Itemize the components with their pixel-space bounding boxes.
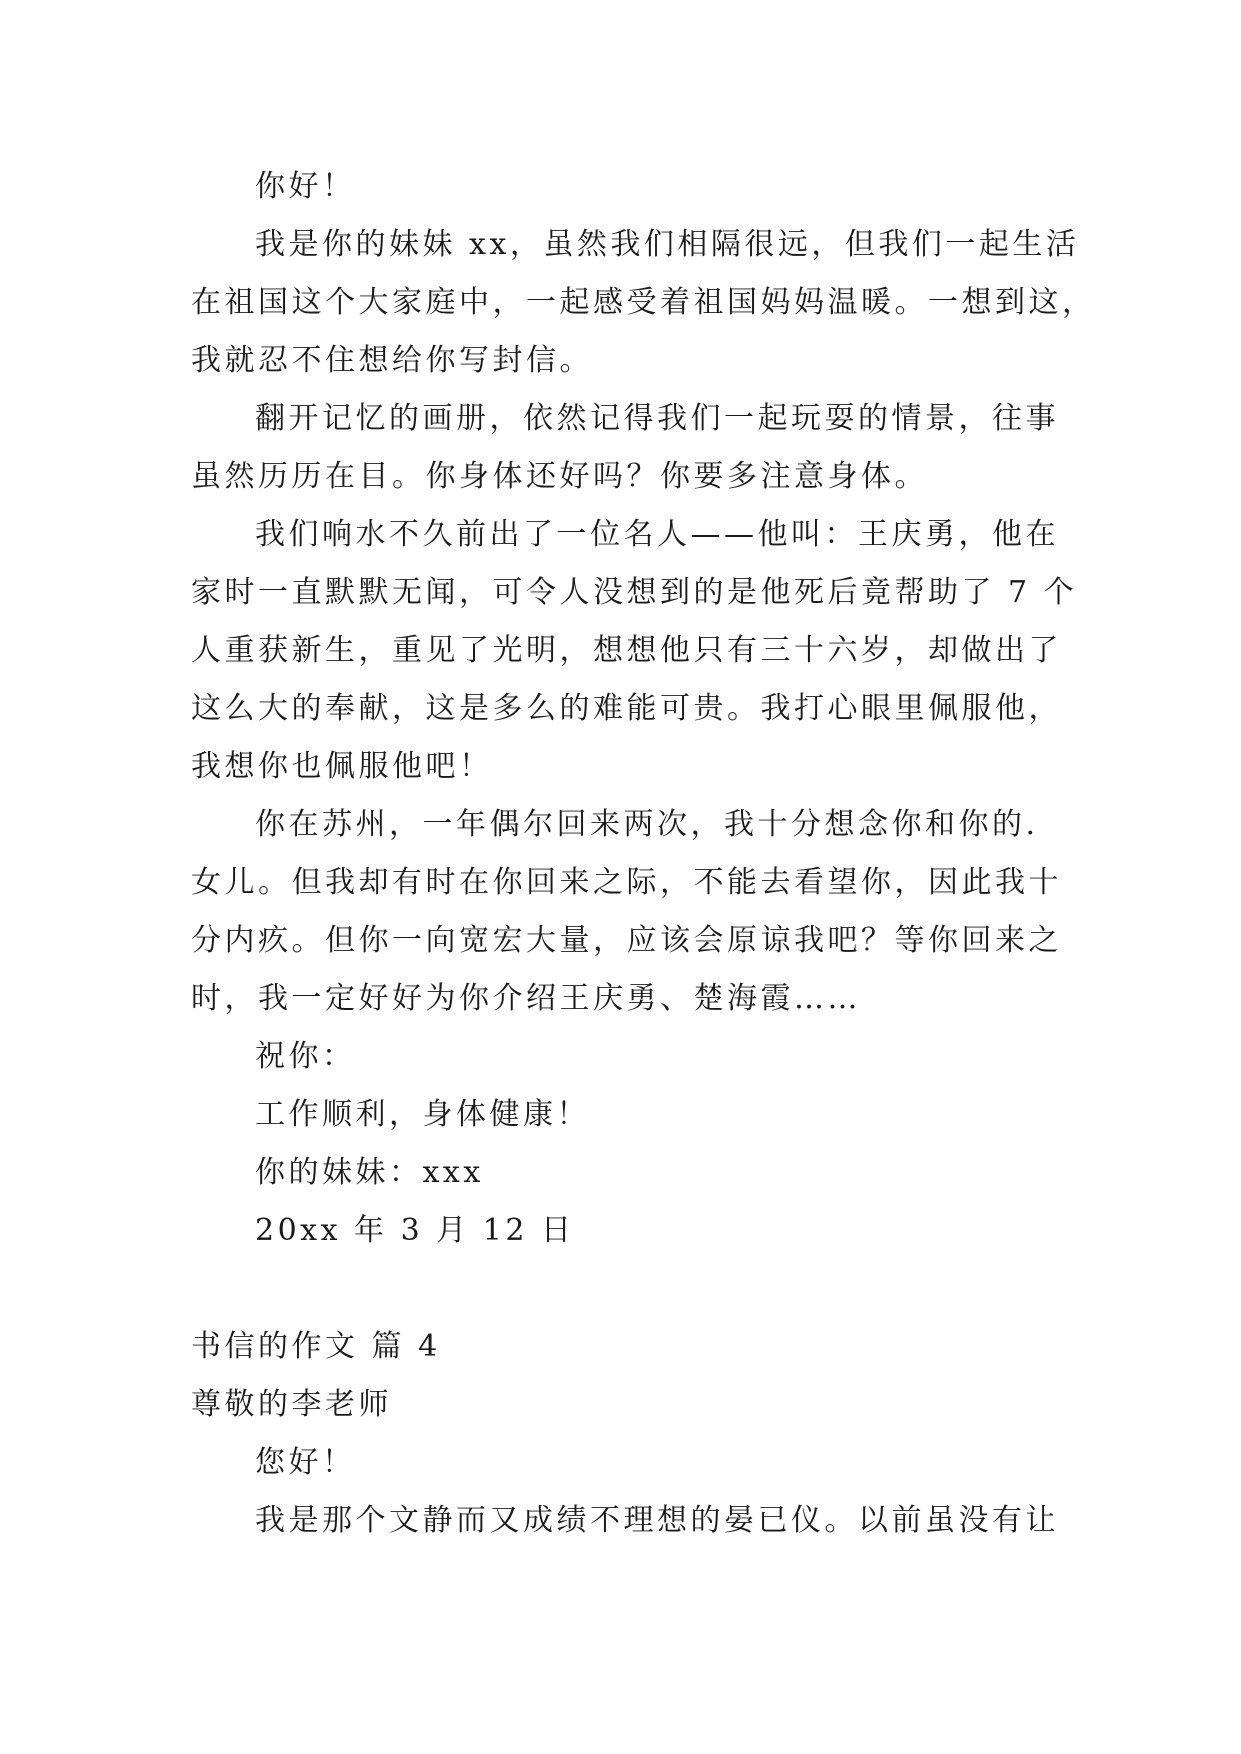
paragraph-line: 女儿。但我却有时在你回来之际，不能去看望你，因此我十 — [191, 865, 1062, 900]
paragraph-line: 我就忍不住想给你写封信。 — [191, 343, 593, 378]
paragraph-line: 翻开记忆的画册，依然记得我们一起玩耍的情景，往事 — [255, 401, 1059, 436]
paragraph-line: 我是你的妹妹 xx，虽然我们相隔很远，但我们一起生活 — [255, 227, 1080, 262]
paragraph-line: 虽然历历在目。你身体还好吗？你要多注意身体。 — [191, 459, 928, 494]
paragraph-line: 时，我一定好好为你介绍王庆勇、楚海霞…… — [191, 981, 861, 1016]
paragraph-line: 人重获新生，重见了光明，想想他只有三十六岁，却做出了 — [191, 633, 1062, 668]
letter-date: 20xx 年 3 月 12 日 — [255, 1213, 575, 1248]
section-greeting: 您好！ — [255, 1445, 356, 1480]
paragraph-line: 我想你也佩服他吧！ — [191, 749, 493, 784]
paragraph-line: 分内疚。但你一向宽宏大量，应该会原谅我吧？等你回来之 — [191, 923, 1062, 958]
letter-signature: 你的妹妹：xxx — [255, 1155, 484, 1190]
section-heading: 书信的作文 篇 4 — [191, 1329, 441, 1364]
section-spacer — [191, 1260, 1051, 1318]
paragraph-line: 我是那个文静而又成绩不理想的晏已仪。以前虽没有让 — [255, 1503, 1059, 1538]
paragraph-line: 我们响水不久前出了一位名人——他叫：王庆勇，他在 — [255, 517, 1059, 552]
closing-wish: 工作顺利，身体健康！ — [255, 1097, 590, 1132]
paragraph-line: 你在苏州，一年偶尔回来两次，我十分想念你和你的. — [255, 807, 1039, 842]
letter-greeting: 你好！ — [255, 169, 356, 204]
paragraph-line: 家时一直默默无闻，可令人没想到的是他死后竟帮助了 7 个 — [191, 575, 1078, 610]
closing-line: 祝你： — [255, 1039, 356, 1074]
letter-text — [191, 158, 1096, 1550]
paragraph-line: 在祖国这个大家庭中，一起感受着祖国妈妈温暖。一想到这， — [191, 285, 1096, 320]
paragraph-line: 这么大的奉献，这是多么的难能可贵。我打心眼里佩服他， — [191, 691, 1062, 726]
section-salutation: 尊敬的李老师 — [191, 1387, 392, 1422]
